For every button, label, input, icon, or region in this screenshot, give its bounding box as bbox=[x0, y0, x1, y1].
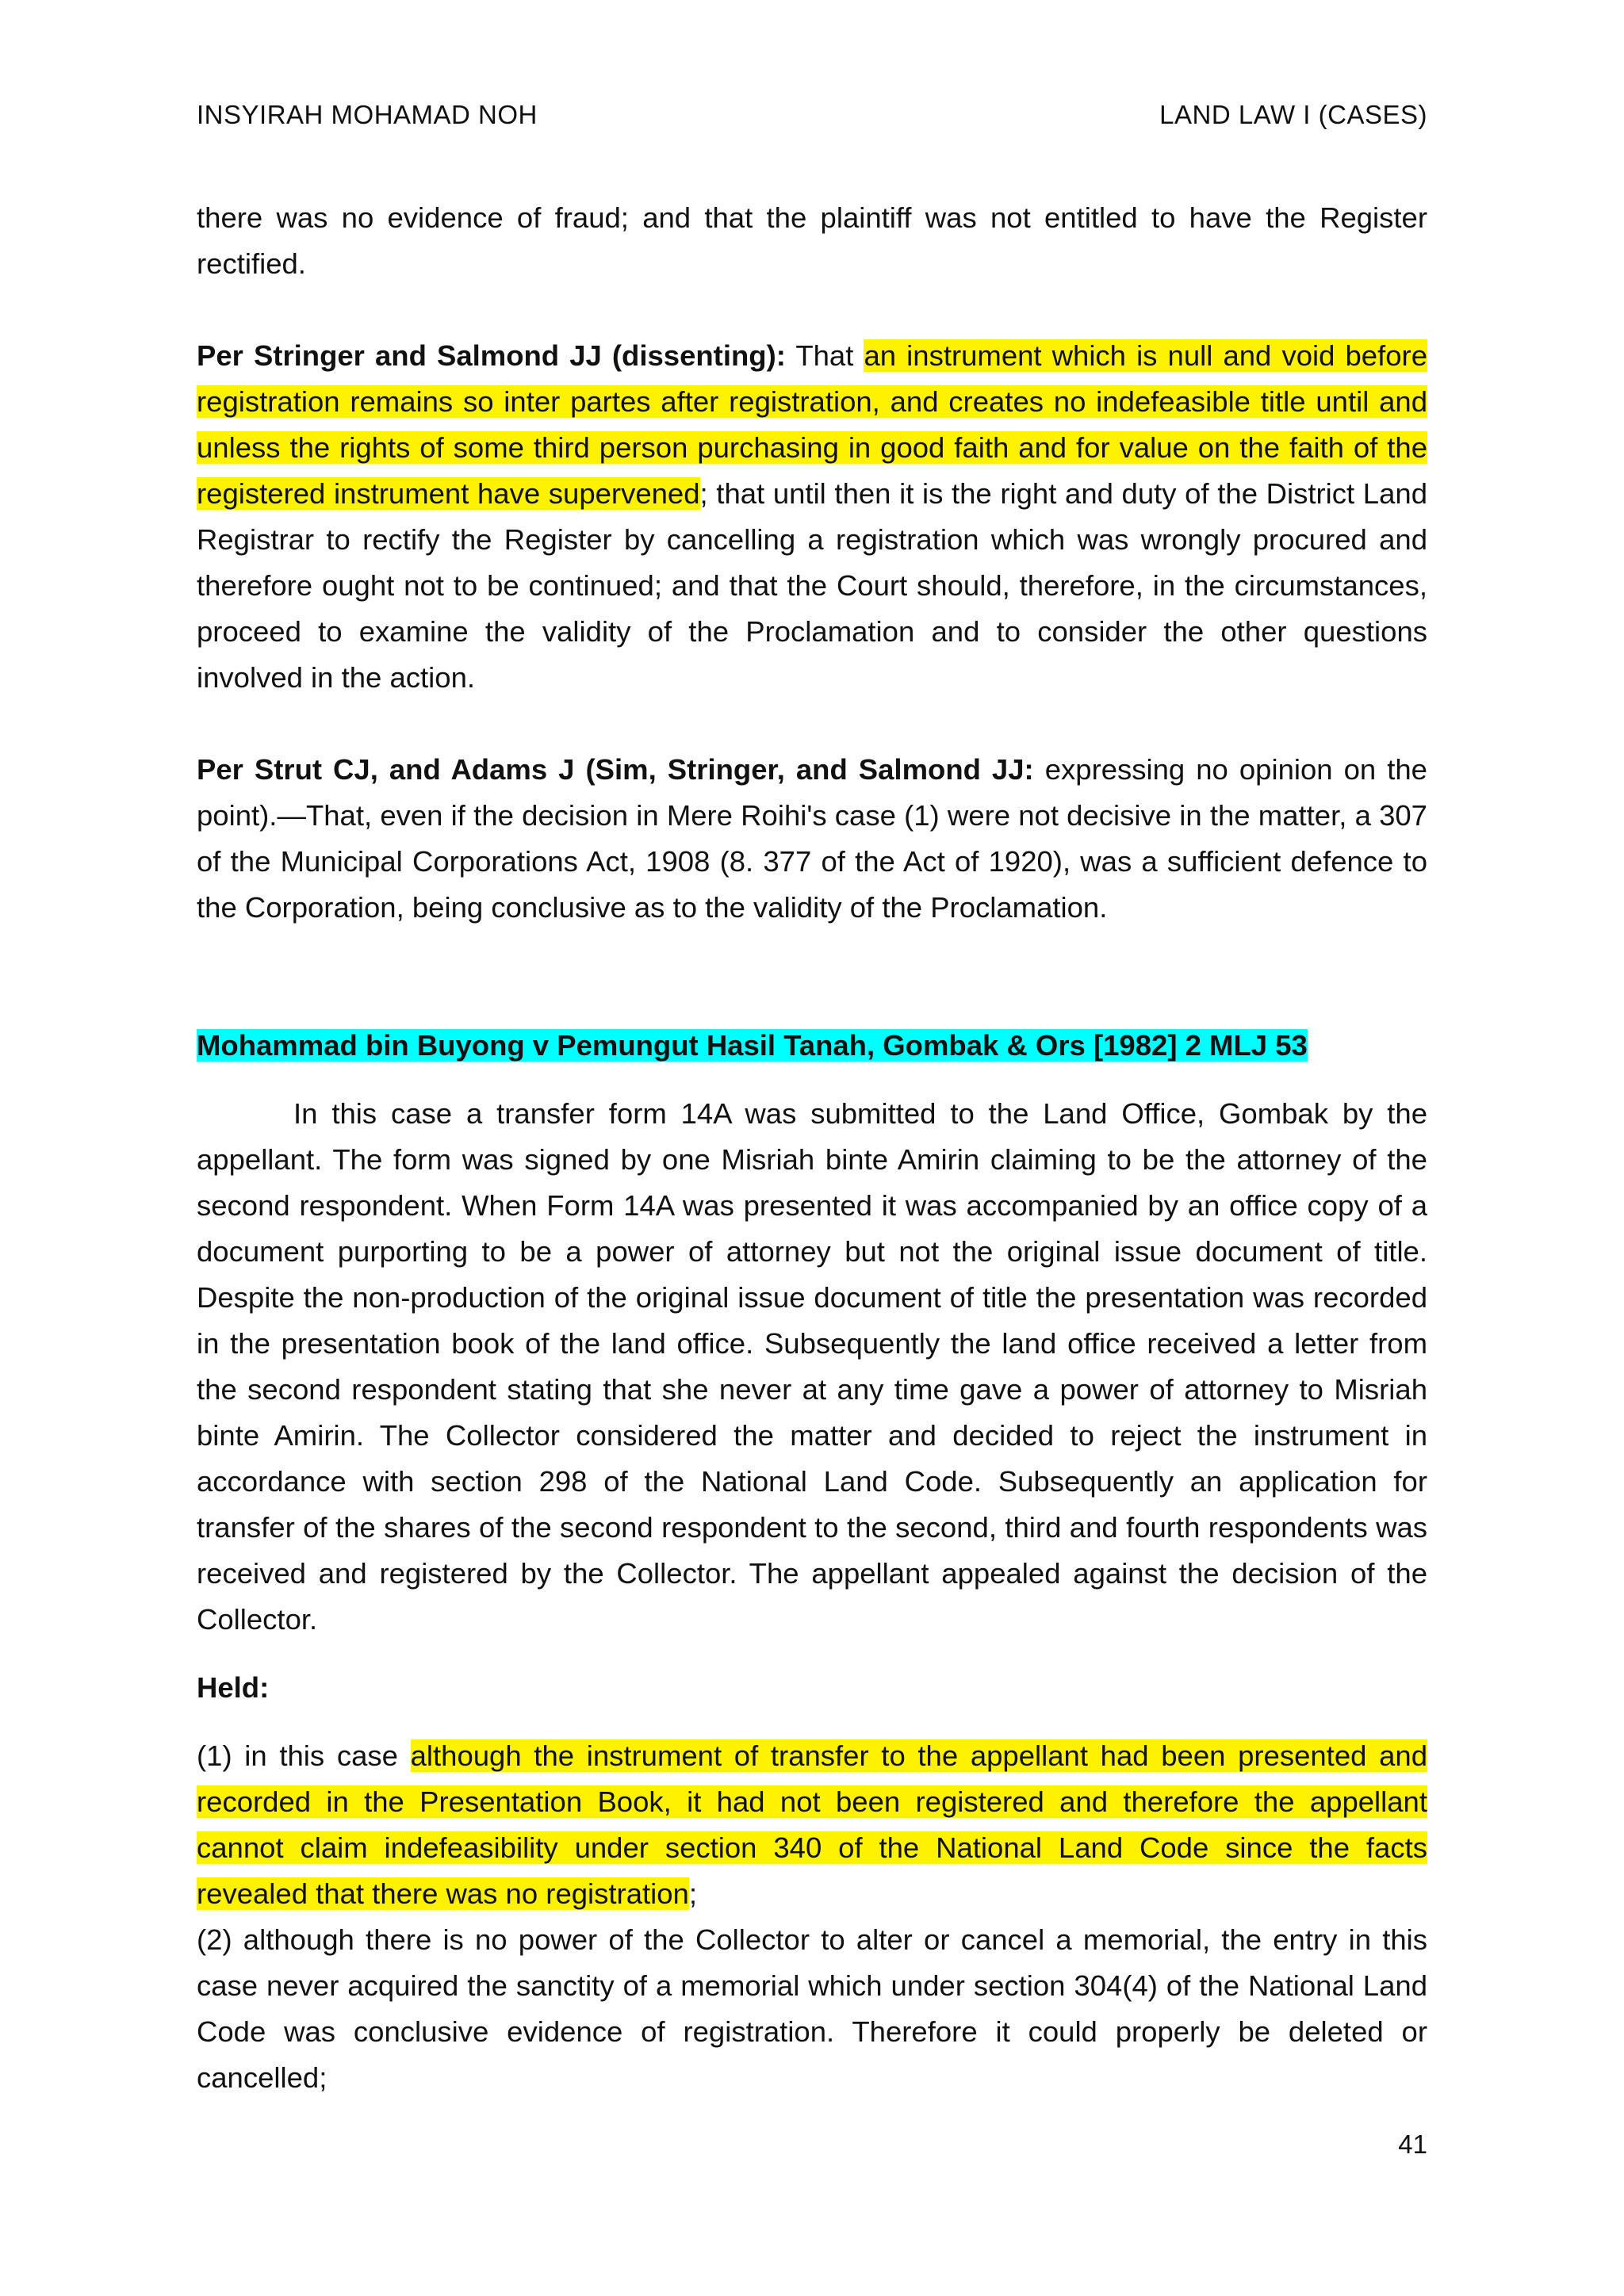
case-heading bbox=[197, 1023, 1427, 1069]
majority-judges-label: Per Strut CJ, and Adams J (Sim, Stringer, and Salmond JJ: bbox=[197, 753, 1034, 786]
majority-text: expressing no opinion on the point).—That, even if the decision in Mere Roihi's case (1) were not decisive in the matter, a 307 of the Municipal Corporations Act, 1908 (8. 377 of the Act of 1920), was a sufficient defence to the Corporation, being conclusive as to the validity of the Proclamation. bbox=[197, 753, 1427, 924]
page-header bbox=[197, 100, 1427, 135]
dissenting-post: ; that until then it is the right and duty of the District Land Registrar to rectify the Register by cancelling a registration which was wrongly procured and therefore ought not to be continued; and that the Court should, therefore, in the circumstances, proceed to examine the validity of the Proclamation and to consider the other questions involved in the action. bbox=[197, 477, 1427, 694]
page-number: 41 bbox=[1398, 2130, 1427, 2159]
dissenting-highlight: an instrument which is null and void before registration remains so inter partes after registration, and creates no indefeasible title until and unless the rights of some third person purchasing in good faith and for value on the faith of the registered instrument have supervened bbox=[197, 339, 1427, 510]
held-label: Held: bbox=[197, 1671, 270, 1704]
held-point-2: (2) although there is no power of the Collector to alter or cancel a memorial, the entry in this case never acquired the sanctity of a memorial which under section 304(4) of the National Land Code was conclusive evidence of registration. Therefore it could properly be deleted or cancelled; bbox=[197, 1923, 1427, 2094]
dissenting-pre: That bbox=[785, 339, 864, 372]
case-title: Mohammad bin Buyong v Pemungut Hasil Tanah, Gombak & Ors [1982] 2 MLJ 53 bbox=[197, 1029, 1308, 1062]
held-1-highlight: although the instrument of transfer to the appellant had been presented and recorded in the Presentation Book, it had not been registered and therefore the appellant cannot claim indefeasibility under section 340 of the National Land Code since the facts revealed that there was no registration bbox=[197, 1739, 1427, 1910]
document-body bbox=[197, 195, 1427, 2101]
case-facts: In this case a transfer form 14A was submitted to the Land Office, Gombak by the appellant. The form was signed by one Misriah binte Amirin claiming to be the attorney of the second respondent. When Form 14A was presented it was accompanied by an office copy of a document purporting to be a power of attorney but not the original issue document of title. Despite the non-production of the original issue document of title the presentation was recorded in the presentation book of the land office. Subsequently the land office received a letter from the second respondent stating that she never at any time gave a power of attorney to Misriah binte Amirin. The Collector considered the matter and decided to reject the instrument in accordance with section 298 of the National Land Code. Subsequently an application for transfer of the shares of the second respondent to the second, third and fourth respondents was received and registered by the Collector. The appellant appealed against the decision of the Collector. bbox=[197, 1097, 1427, 1636]
dissenting-judges-label: Per Stringer and Salmond JJ (dissenting): bbox=[197, 339, 786, 372]
held-point-1 bbox=[197, 1733, 1427, 1917]
header-subject: LAND LAW I (CASES) bbox=[1159, 100, 1427, 129]
held-1-pre: (1) in this case bbox=[197, 1739, 411, 1772]
header-author: INSYIRAH MOHAMAD NOH bbox=[197, 100, 538, 129]
held-1-post: ; bbox=[688, 1877, 698, 1910]
paragraph-fraud: there was no evidence of fraud; and that the plaintiff was not entitled to have the Register rectified. bbox=[197, 201, 1427, 280]
paragraph-majority bbox=[197, 747, 1427, 931]
paragraph-dissenting bbox=[197, 333, 1427, 701]
